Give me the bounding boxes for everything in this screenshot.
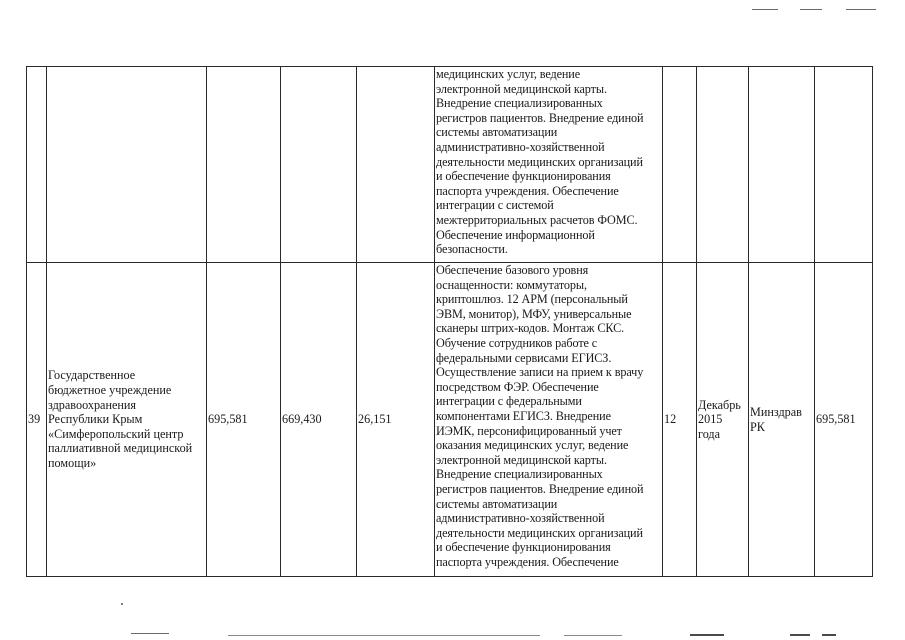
cell-deadline [697,67,749,263]
cell-number [27,67,47,263]
scan-artifact [131,633,169,634]
cell-final-amount: 695,581 [815,263,873,577]
cell-total [207,67,281,263]
cell-responsible: Минздрав РК [749,263,815,577]
cell-responsible [749,67,815,263]
page-bottom [0,579,905,640]
scan-artifact [822,634,836,636]
cell-amount-2 [357,67,435,263]
scan-artifact [121,603,123,605]
table-row-continued [27,67,873,263]
cell-final-amount [815,67,873,263]
scan-artifact [564,635,622,636]
cell-quantity: 12 [663,263,697,577]
table-row-39 [27,263,873,577]
cell-amount-1 [281,67,357,263]
cell-amount-2: 26,151 [357,263,435,577]
scan-artifact [800,9,822,10]
scan-artifact [228,635,540,636]
cell-description: Обеспечение базового уровня оснащенности: коммутаторы, криптошлюз. 12 АРМ (персональный ЭВМ, монитор), МФУ, универсальные сканеры штрих-кодов. Монтаж СКС. Обучение сотрудников работе с федеральными сервисами ЕГИСЗ. Осуществление записи на прием к врачу посредством ФЭР. Обеспечение интеграции с федеральными компонентами ЕГИСЗ. Внедрение ИЭМК, персонифицированный учет оказания медицинских услуг, ведение электронной медицинской карты. Внедрение специализированных регистров пациентов. Внедрение единой системы автоматизации административно-хозяйственной деятельности медицинских организаций и обеспечение функционирования паспорта учреждения. Обеспечение [435,263,663,577]
cell-total: 695,581 [207,263,281,577]
scan-artifact [752,9,778,10]
cell-deadline: Декабрь 2015 года [697,263,749,577]
cell-organization [47,67,207,263]
cell-organization: Государственное бюджетное учреждение здравоохранения Республики Крым «Симферопольский центр паллиативной медицинской помощи» [47,263,207,577]
cell-quantity [663,67,697,263]
cell-number: 39 [27,263,47,577]
scan-artifact [690,634,724,636]
cell-amount-1: 669,430 [281,263,357,577]
budget-table [26,66,873,577]
scan-artifact [846,9,876,10]
scan-artifact [790,634,810,636]
cell-description: медицинских услуг, ведение электронной медицинской карты. Внедрение специализированных регистров пациентов. Внедрение единой системы автоматизации административно-хозяйственной деятельности медицинских организаций и обеспечение функционирования паспорта учреждения. Обеспечение интеграции с системой межтерриториальных расчетов ФОМС. Обеспечение информационной безопасности. [435,67,663,263]
